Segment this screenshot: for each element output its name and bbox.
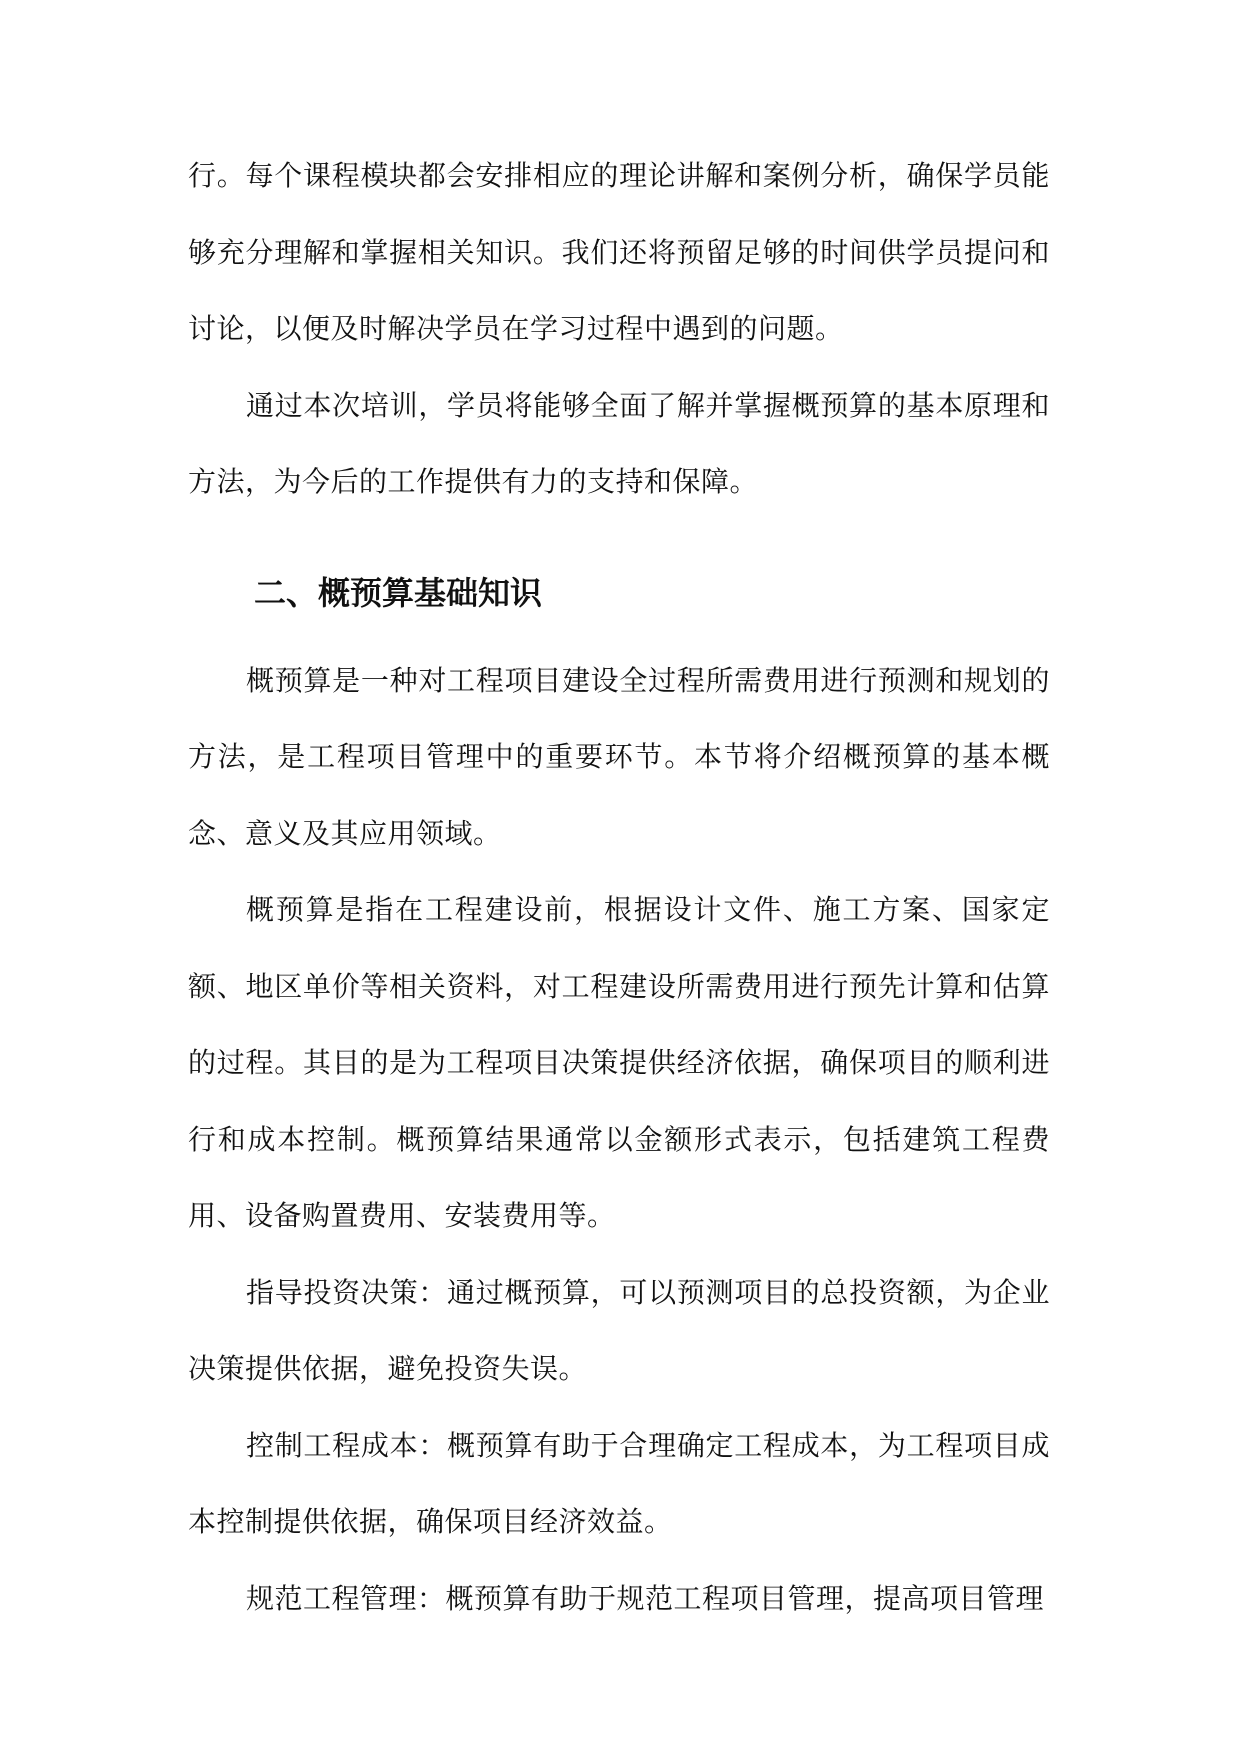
paragraph-definition: 概预算是指在工程建设前，根据设计文件、施工方案、国家定额、地区单价等相关资料，对工程建设所需费用进行预先计算和估算的过程。其目的是为工程项目决策提供经济依据，确保项目的顺利进行和成本控制。概预算结果通常以金额形式表示，包括建筑工程费用、设备购置费用、安装费用等。 <box>188 893 1050 1232</box>
paragraph-intro: 概预算是一种对工程项目建设全过程所需费用进行预测和规划的方法，是工程项目管理中的重要环节。本节将介绍概预算的基本概念、意义及其应用领域。 <box>188 663 1050 850</box>
section-heading: 二、概预算基础知识 <box>254 573 543 612</box>
paragraph-cost-control: 控制工程成本：概预算有助于合理确定工程成本，为工程项目成本控制提供依据，确保项目经济效益。 <box>188 1428 1050 1538</box>
paragraph-continuation: 行。每个课程模块都会安排相应的理论讲解和案例分析，确保学员能够充分理解和掌握相关知识。我们还将预留足够的时间供学员提问和讨论，以便及时解决学员在学习过程中遇到的问题。 <box>188 159 1050 345</box>
paragraph-training-outcome: 通过本次培训，学员将能够全面了解并掌握概预算的基本原理和方法，为今后的工作提供有力的支持和保障。 <box>188 388 1050 498</box>
paragraph-investment-decision: 指导投资决策：通过概预算，可以预测项目的总投资额，为企业决策提供依据，避免投资失误。 <box>188 1275 1050 1385</box>
document-body <box>188 138 1050 1637</box>
paragraph-management: 规范工程管理：概预算有助于规范工程项目管理，提高项目管理 <box>246 1581 1045 1615</box>
